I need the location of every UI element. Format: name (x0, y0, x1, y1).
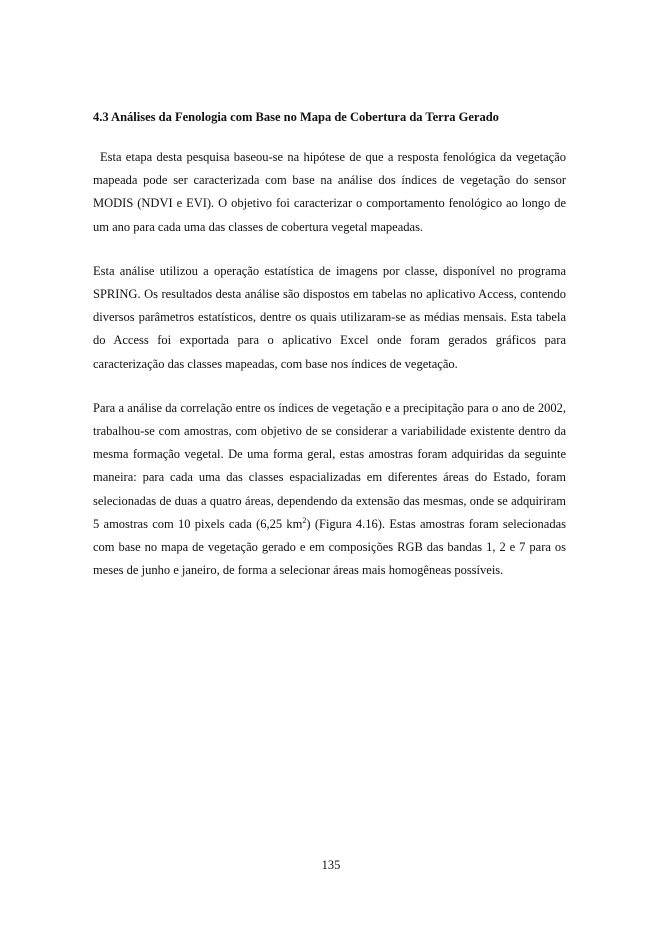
document-body (93, 108, 566, 603)
section-title: 4.3 Análises da Fenologia com Base no Mapa de Cobertura da Terra Gerado (93, 110, 499, 124)
superscript-2: 2 (302, 515, 307, 525)
paragraph-2: Esta análise utilizou a operação estatística de imagens por classe, disponível no programa SPRING. Os resultados desta análise são dispostos em tabelas no aplicativo Access, contendo diversos parâmetros estatísticos, dentre os quais utilizaram-se as médias mensais. Esta tabela do Access foi exportada para o aplicativo Excel onde foram gerados gráficos para caracterização das classes mapeadas, com base nos índices de vegetação. (93, 263, 566, 371)
paragraph-3-text-before: Para a análise da correlação entre os índices de vegetação e a precipitação para o ano de 2002, trabalhou-se com amostras, com objetivo de se considerar a variabilidade existente dentro da mesma formação vegetal. De uma forma geral, estas amostras foram adquiridas da seguinte maneira: para cada uma das classes espacializadas em diferentes áreas do Estado, foram selecionadas de duas a quatro áreas, dependendo da extensão das mesmas, onde se adquiriram 5 amostras com 10 pixels cada (6,25 km (93, 400, 566, 531)
paragraph-1: Esta etapa desta pesquisa baseou-se na hipótese de que a resposta fenológica da vegetação mapeada pode ser caracterizada com base na análise dos índices de vegetação do sensor MODIS (NDVI e EVI). O objetivo foi caracterizar o comportamento fenológico ao longo de um ano para cada uma das classes de cobertura vegetal mapeadas. (93, 150, 566, 234)
page-number: 135 (321, 858, 341, 872)
paragraph-3 (93, 397, 566, 583)
paragraph-3-text-after: ) (Figura 4.16). Estas amostras foram selecionadas com base no mapa de vegetação gerado e em composições RGB das bandas 1, 2 e 7 para os meses de junho e janeiro, de forma a selecionar áreas mais homogêneas possíveis. (93, 516, 566, 578)
